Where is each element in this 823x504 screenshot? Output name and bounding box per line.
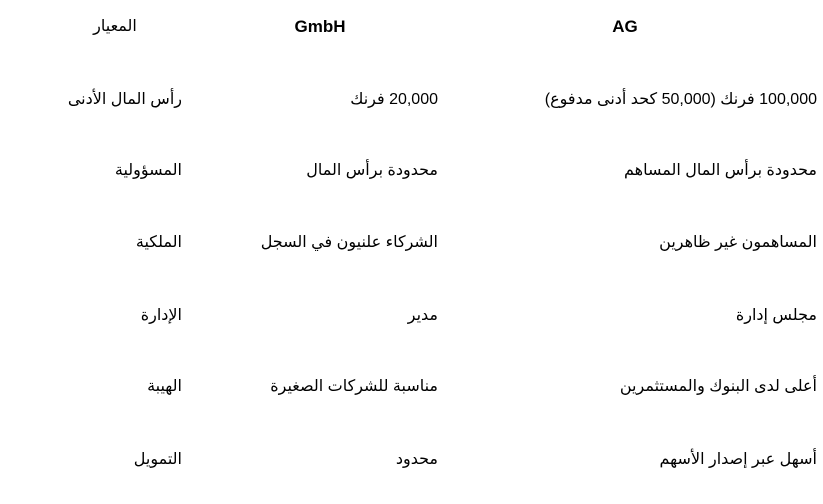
table-row xyxy=(0,156,823,186)
row-criterion: الإدارة xyxy=(140,307,182,324)
row-gmbh-value: الشركاء علنيون في السجل xyxy=(260,234,438,251)
header-gmbh: GmbH xyxy=(294,17,346,36)
row-ag-value: أعلى لدى البنوك والمستثمرين xyxy=(619,378,817,395)
row-criterion: رأس المال الأدنى xyxy=(67,91,182,108)
row-criterion: الملكية xyxy=(135,234,182,251)
table-header-row xyxy=(0,12,823,42)
row-ag-value: محدودة برأس المال المساهم xyxy=(624,162,817,179)
row-gmbh-value: محدود xyxy=(395,451,438,468)
row-criterion: المسؤولية xyxy=(114,162,182,179)
header-criterion: المعيار xyxy=(93,18,137,35)
row-ag-value: 100,000 فرنك (50,000 كحد أدنى مدفوع) xyxy=(544,91,817,108)
row-ag-value: المساهمون غير ظاهرين xyxy=(659,234,817,251)
table-row xyxy=(0,228,823,258)
table-row xyxy=(0,85,823,115)
table-row xyxy=(0,372,823,402)
row-gmbh-value: مدير xyxy=(407,307,438,324)
row-gmbh-value: مناسبة للشركات الصغيرة xyxy=(270,378,438,395)
header-ag: AG xyxy=(612,17,638,36)
row-criterion: الهيبة xyxy=(147,378,182,395)
table-row xyxy=(0,301,823,331)
row-gmbh-value: 20,000 فرنك xyxy=(350,91,438,108)
row-ag-value: مجلس إدارة xyxy=(735,307,817,324)
row-criterion: التمويل xyxy=(133,451,182,468)
row-gmbh-value: محدودة برأس المال xyxy=(306,162,438,179)
table-row xyxy=(0,445,823,475)
row-ag-value: أسهل عبر إصدار الأسهم xyxy=(659,451,817,468)
